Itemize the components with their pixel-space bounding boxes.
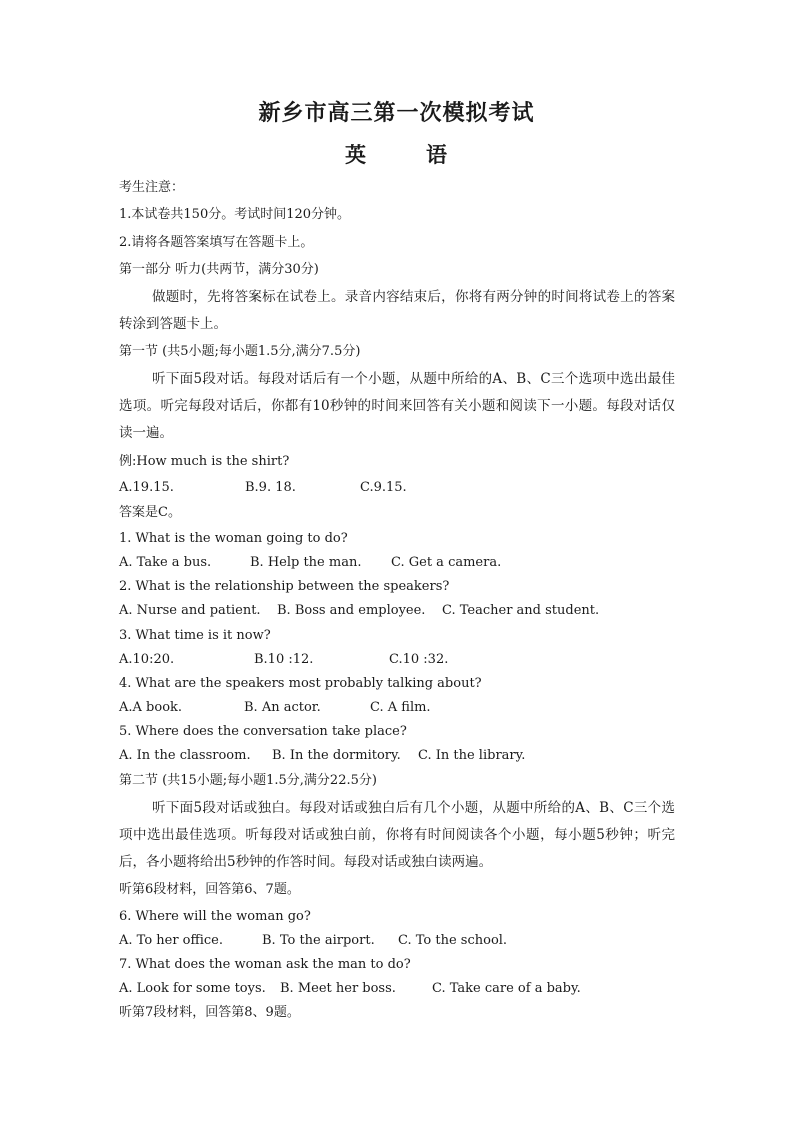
q1-option-c: C. Get a camera. — [391, 555, 502, 570]
example-answer: 答案是C。 — [119, 505, 181, 520]
q3-option-b: B.10 :12. — [254, 652, 314, 667]
q4-option-c: C. A film. — [370, 700, 431, 715]
exam-title: 新乡市高三第一次模拟考试 — [258, 101, 535, 126]
q3-option-a: A.10:20. — [119, 652, 175, 667]
subject-char-1: 英 — [345, 143, 366, 167]
q2-option-c: C. Teacher and student. — [442, 603, 600, 618]
q7-option-c: C. Take care of a baby. — [432, 981, 581, 996]
question-4: 4. What are the speakers most probably talking about? — [119, 676, 482, 691]
section1-heading: 第一节 (共5小题;每小题1.5分,满分7.5分) — [119, 344, 361, 359]
example-question: 例:How much is the shirt? — [119, 454, 290, 469]
question-5: 5. Where does the conversation take place? — [119, 724, 407, 739]
example-option-b: B.9. 18. — [245, 480, 296, 495]
material-7-note: 听第7段材料，回答第8、9题。 — [119, 1005, 300, 1020]
notice-item-2: 2.请将各题答案填写在答题卡上。 — [119, 235, 314, 250]
q2-option-a: A. Nurse and patient. — [119, 603, 261, 618]
q7-option-b: B. Meet her boss. — [280, 981, 396, 996]
question-6: 6. Where will the woman go? — [119, 909, 311, 924]
question-7: 7. What does the woman ask the man to do? — [119, 957, 411, 972]
question-2: 2. What is the relationship between the speakers? — [119, 579, 450, 594]
q6-option-a: A. To her office. — [119, 933, 224, 948]
q5-option-c: C. In the library. — [418, 748, 526, 763]
example-option-a: A.19.15. — [119, 480, 174, 495]
q5-option-a: A. In the classroom. — [119, 748, 251, 763]
section2-heading: 第二节 (共15小题;每小题1.5分,满分22.5分) — [119, 773, 377, 788]
section1-instruction: 听下面5段对话。每段对话后有一个小题，从题中所给的A、B、C三个选项中选出最佳选项。听完每段对话后，你都有10秒钟的时间来回答有关小题和阅读下一小题。每段对话仅读一遍。 — [119, 371, 675, 441]
question-3: 3. What time is it now? — [119, 628, 271, 643]
q1-option-a: A. Take a bus. — [119, 555, 212, 570]
subject-char-2: 语 — [426, 143, 447, 167]
q6-option-b: B. To the airport. — [262, 933, 375, 948]
notice-heading: 考生注意： — [119, 180, 185, 195]
q7-option-a: A. Look for some toys. — [119, 981, 266, 996]
part1-instruction: 做题时，先将答案标在试卷上。录音内容结束后，你将有两分钟的时间将试卷上的答案转涂到答题卡上。 — [119, 289, 675, 332]
section2-instruction: 听下面5段对话或独白。每段对话或独白后有几个小题，从题中所给的A、B、C三个选项中选出最佳选项。听每段对话或独白前，你将有时间阅读各个小题，每小题5秒钟；听完后，各小题将给出5秒钟的作答时间。每段对话或独白读两遍。 — [119, 800, 675, 870]
question-1: 1. What is the woman going to do? — [119, 531, 348, 546]
part1-heading: 第一部分 听力(共两节，满分30分) — [119, 262, 319, 277]
q6-option-c: C. To the school. — [398, 933, 508, 948]
q1-option-b: B. Help the man. — [250, 555, 362, 570]
q2-option-b: B. Boss and employee. — [277, 603, 426, 618]
example-option-c: C.9.15. — [360, 480, 407, 495]
material-6-note: 听第6段材料，回答第6、7题。 — [119, 882, 300, 897]
q3-option-c: C.10 :32. — [389, 652, 449, 667]
notice-item-1: 1.本试卷共150分。考试时间120分钟。 — [119, 207, 351, 222]
q5-option-b: B. In the dormitory. — [272, 748, 401, 763]
q4-option-a: A.A book. — [119, 700, 183, 715]
q4-option-b: B. An actor. — [244, 700, 321, 715]
